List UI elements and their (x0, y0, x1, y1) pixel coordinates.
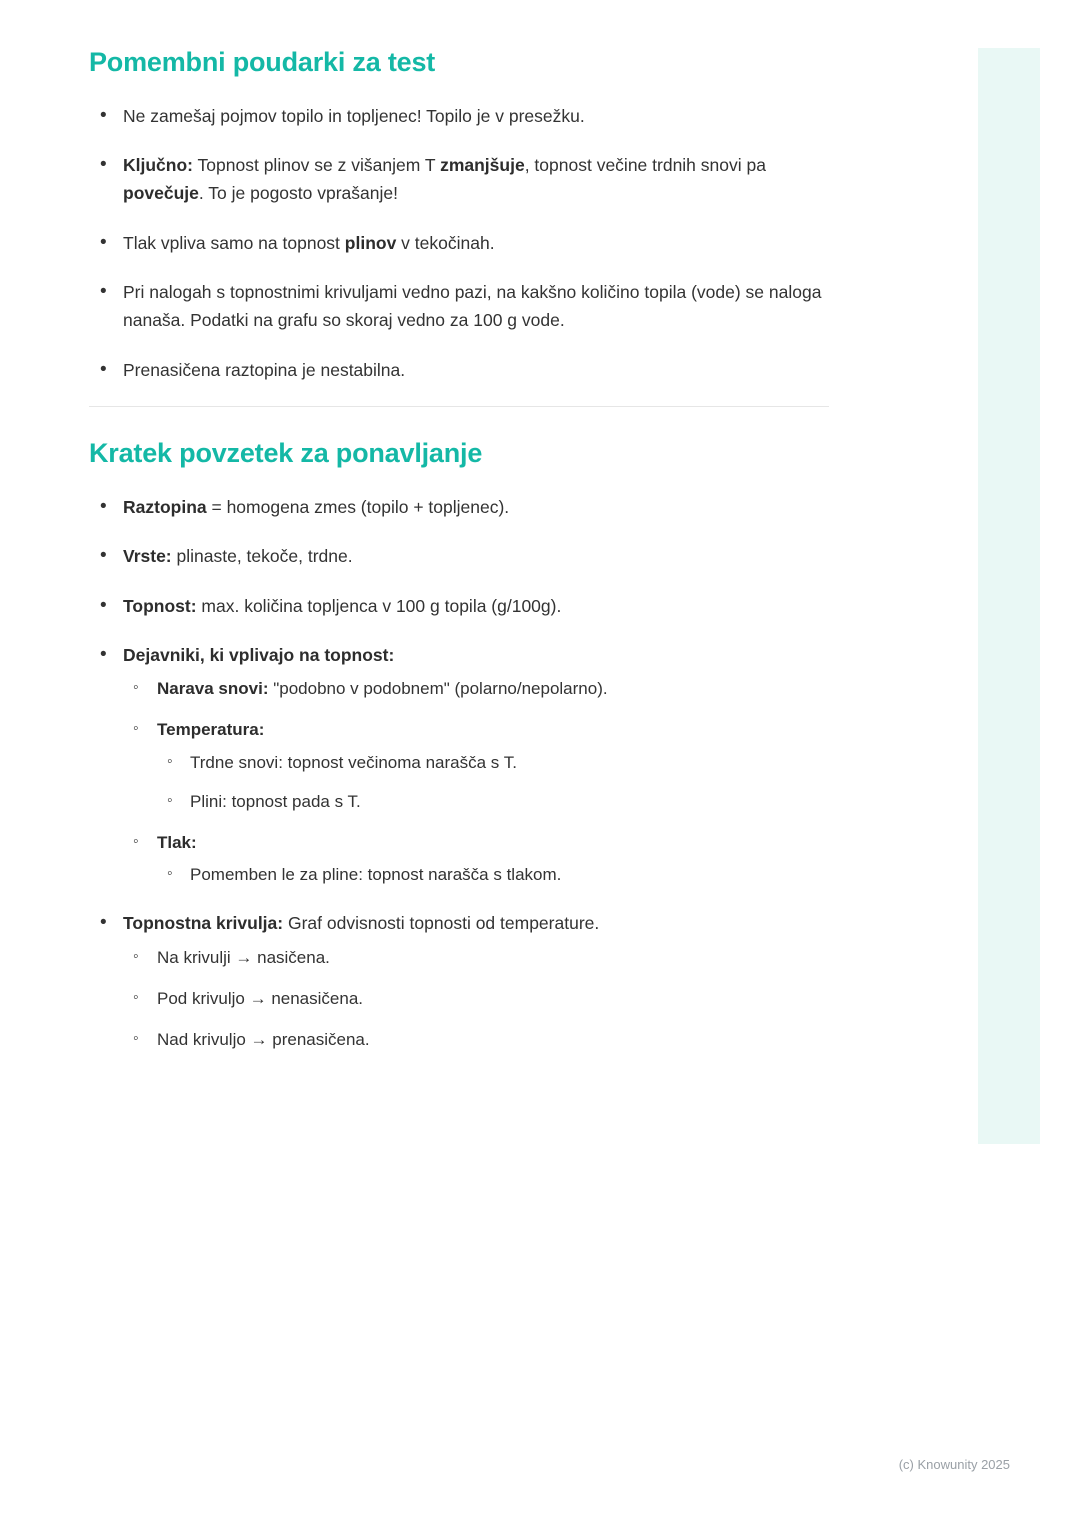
list-item-text: Pod krivuljo → nenasičena. (157, 988, 364, 1008)
list-item (123, 675, 829, 702)
list-item-text: Dejavniki, ki vplivajo na topnost: (123, 644, 395, 665)
list-item (157, 749, 829, 776)
list-item (89, 102, 829, 130)
list-item-text: Temperatura: (157, 720, 265, 740)
list-item (89, 356, 829, 384)
list-item-text: Tlak vpliva samo na topnost plinov v tekočinah. (123, 232, 495, 253)
list-item (89, 592, 829, 620)
list-item (157, 788, 829, 815)
list-item-text: Pri nalogah s topnostnimi krivuljami vedno pazi, na kakšno količino topila (vode) se naloga nanaša. Podatki na grafu so skoraj vedno za 100 g vode. (123, 282, 822, 331)
list-item-text: Nad krivuljo → prenasičena. (157, 1030, 370, 1050)
document-content (89, 46, 829, 1074)
list-item-text: Topnostna krivulja: Graf odvisnosti topnosti od temperature. (123, 913, 600, 934)
list-item-text: Plini: topnost pada s T. (190, 791, 361, 811)
list-item-text: Na krivulji → nasičena. (157, 947, 330, 967)
decorative-side-bar (978, 48, 1040, 1144)
section-kratek-povzetek (89, 437, 829, 1053)
list-item (123, 1026, 829, 1053)
list-item-text: Pomemben le za pline: topnost narašča s tlakom. (190, 865, 562, 885)
list-item-text: Tlak: (157, 833, 197, 853)
nested-list (123, 675, 829, 888)
list-item (123, 985, 829, 1012)
list-item-text: Ne zamešaj pojmov topilo in topljenec! Topilo je v presežku. (123, 105, 585, 126)
nested-list (123, 944, 829, 1054)
list-item (89, 909, 829, 1053)
nested-list (157, 861, 829, 888)
list-pomembni-poudarki (89, 102, 829, 384)
list-item (89, 229, 829, 257)
list-item-text: Raztopina = homogena zmes (topilo + topljenec). (123, 496, 510, 517)
list-item-text: Ključno: Topnost plinov se z višanjem T zmanjšuje, topnost večine trdnih snovi pa povečuje. To je pogosto vprašanje! (123, 155, 766, 204)
list-kratek-povzetek (89, 493, 829, 1053)
list-item-text: Trdne snovi: topnost večinoma narašča s T. (190, 752, 517, 772)
footer-copyright: (c) Knowunity 2025 (898, 1457, 1010, 1472)
list-item (89, 278, 829, 335)
list-item (89, 493, 829, 521)
list-item-text: Vrste: plinaste, tekoče, trdne. (123, 546, 353, 567)
list-item-text: Prenasičena raztopina je nestabilna. (123, 359, 406, 380)
section-divider (89, 406, 829, 407)
list-item (89, 151, 829, 208)
page-title: Pomembni poudarki za test (89, 47, 436, 77)
section-title-kratek-povzetek: Kratek povzetek za ponavljanje (89, 438, 483, 469)
list-item (89, 542, 829, 570)
list-item (89, 641, 829, 888)
nested-list (157, 749, 829, 815)
list-item (123, 829, 829, 888)
list-item (157, 861, 829, 888)
list-item-text: Narava snovi: "podobno v podobnem" (polarno/nepolarno). (157, 679, 608, 699)
list-item (123, 716, 829, 815)
section-pomembni-poudarki (89, 46, 829, 384)
list-item-text: Topnost: max. količina topljenca v 100 g topila (g/100g). (123, 595, 562, 616)
list-item (123, 944, 829, 971)
